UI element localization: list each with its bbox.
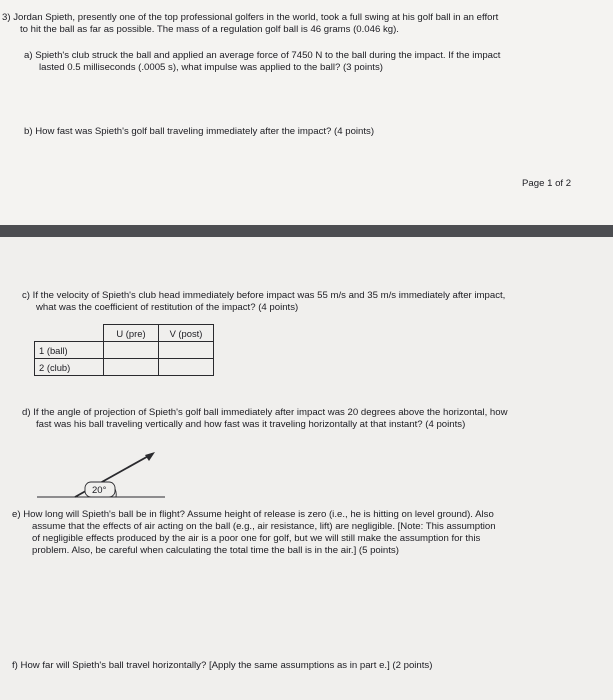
part-c-line2: what was the coefficient of restitution of the impact? (4 points) [36, 302, 299, 313]
part-b-text: b) How fast was Spieth's golf ball traveling immediately after the impact? (4 points) [24, 126, 375, 137]
page-number-label: Page 1 of 2 [522, 178, 572, 189]
part-d-line1: d) If the angle of projection of Spieth's golf ball immediately after impact was 20 degrees above the horizontal, how [22, 407, 508, 418]
part-f-text: f) How far will Spieth's ball travel horizontally? [Apply the same assumptions as in part e.] (2 points) [12, 660, 433, 671]
part-e-line2: assume that the effects of air acting on the ball (e.g., air resistance, lift) are negligible. [Note: This assumption [32, 521, 496, 532]
velocity-table [34, 324, 214, 376]
part-e-line3: of negligible effects produced by the air is a poor one for golf, but we will still make the assumption for this [32, 533, 481, 544]
table-cell-club-v[interactable] [159, 359, 214, 376]
angle-label: 20° [92, 485, 107, 496]
arrowhead [145, 452, 155, 461]
part-c-line1: c) If the velocity of Spieth's club head immediately before impact was 55 m/s and 35 m/s immediately after impact, [22, 290, 506, 301]
table-cell-club-u[interactable] [104, 359, 159, 376]
table-cell-ball-u[interactable] [104, 342, 159, 359]
part-e-line4: problem. Also, be careful when calculating the total time the ball is in the air.] (5 points) [32, 545, 399, 556]
table-row-label-ball: 1 (ball) [35, 342, 104, 359]
table-row [35, 359, 214, 376]
projection-angle-diagram [30, 445, 170, 505]
table-cell-ball-v[interactable] [159, 342, 214, 359]
part-a-line2: lasted 0.5 milliseconds (.0005 s), what impulse was applied to the ball? (3 points) [39, 62, 383, 73]
part-e-line1: e) How long will Spieth's ball be in flight? Assume height of release is zero (i.e., he is hitting on level ground). Also [12, 509, 494, 520]
page-divider-bar [0, 225, 613, 237]
table-header-v-post: V (post) [159, 325, 214, 342]
table-header-row [35, 325, 214, 342]
part-a-line1: a) Spieth's club struck the ball and applied an average force of 7450 N to the ball during the impact. If the impact [24, 50, 501, 61]
question-3-intro-line1: 3) Jordan Spieth, presently one of the top professional golfers in the world, took a full swing at his golf ball in an effort [2, 12, 499, 23]
table-header-blank [35, 325, 104, 342]
question-3-intro-line2: to hit the ball as far as possible. The mass of a regulation golf ball is 46 grams (0.046 kg). [20, 24, 399, 35]
table-row [35, 342, 214, 359]
table-row-label-club: 2 (club) [35, 359, 104, 376]
part-d-line2: fast was his ball traveling vertically and how fast was it traveling horizontally at that instant? (4 points) [36, 419, 466, 430]
table-header-u-pre: U (pre) [104, 325, 159, 342]
